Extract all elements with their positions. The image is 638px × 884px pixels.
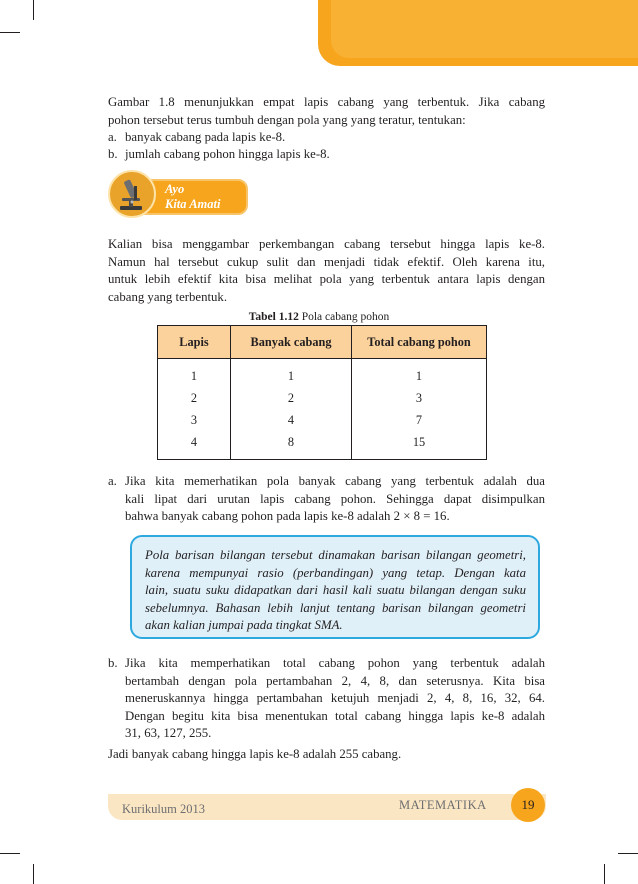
note-line: lain, suatu suku didapatkan dari hasil kali suatu bilangan dengan suku bbox=[145, 583, 526, 597]
list-marker: a. bbox=[108, 474, 117, 488]
point-b bbox=[108, 655, 545, 745]
table-header: Lapis bbox=[158, 326, 231, 359]
paragraph-line: Kalian bisa menggambar perkembangan cabang tersebut hingga lapis ke-8. bbox=[108, 237, 545, 251]
microscope-icon bbox=[110, 172, 154, 216]
note-line: karena mempunyai rasio (perbandingan) yang tetap. Dengan kata bbox=[145, 565, 526, 580]
point-b-text bbox=[125, 655, 545, 743]
caption-label: Tabel 1.12 bbox=[248, 311, 299, 323]
table-cell: 8 bbox=[231, 431, 352, 460]
crop-mark bbox=[618, 853, 638, 854]
paragraph-line: cabang yang terbentuk. bbox=[108, 289, 228, 304]
point-line: meneruskannya hingga pertambahan ketujuh menjadi 2, 4, 8, 16, 32, 64. bbox=[125, 691, 545, 705]
intro-item-b bbox=[108, 146, 545, 164]
point-line: kali lipat dari urutan lapis cabang pohon. Sehingga dapat disimpulkan bbox=[125, 491, 545, 506]
note-line: akan kalian jumpai pada tingkat SMA. bbox=[145, 618, 343, 632]
crop-mark bbox=[0, 853, 20, 854]
table-row bbox=[158, 409, 487, 431]
crop-mark bbox=[33, 0, 34, 20]
table-cell: 4 bbox=[231, 409, 352, 431]
table-row bbox=[158, 387, 487, 409]
badge-circle bbox=[108, 170, 156, 218]
list-text: jumlah cabang pohon hingga lapis ke-8. bbox=[125, 147, 330, 161]
table-cell: 3 bbox=[415, 390, 423, 405]
paragraph-line: Namun hal tersebut cukup sulit dan menjadi tidak efektif. Oleh karena itu, bbox=[108, 254, 545, 269]
badge-text bbox=[165, 182, 220, 212]
table-cell: 1 bbox=[231, 359, 352, 388]
table-cell: 7 bbox=[415, 412, 423, 427]
table-header: Total cabang pohon bbox=[352, 326, 487, 359]
list-marker: b. bbox=[108, 656, 118, 670]
pattern-table bbox=[157, 325, 487, 460]
footer-curriculum: Kurikulum 2013 bbox=[122, 802, 205, 816]
table-cell: 1 bbox=[415, 368, 423, 383]
note-box bbox=[130, 535, 540, 639]
intro-line: Gambar 1.8 menunjukkan empat lapis cabang yang terbentuk. Jika cabang bbox=[108, 95, 545, 109]
table-caption bbox=[0, 311, 638, 323]
table-cell: 3 bbox=[158, 409, 231, 431]
point-a bbox=[108, 473, 545, 527]
point-line: bertambah dengan pola pertambahan 2, 4, 8, dan seterusnya. Kita bisa bbox=[125, 673, 545, 688]
crop-mark bbox=[33, 864, 34, 884]
table-row bbox=[158, 359, 487, 388]
table-cell: 2 bbox=[231, 387, 352, 409]
point-a-text bbox=[125, 473, 545, 526]
header-tab-inner bbox=[331, 0, 638, 58]
paragraph-line: untuk lebih efektif kita bisa melihat pola yang terbentuk antara lapis dengan bbox=[108, 272, 545, 286]
conclusion bbox=[108, 746, 545, 764]
point-line: 31, 63, 127, 255. bbox=[125, 726, 212, 740]
list-marker: b. bbox=[108, 147, 118, 161]
conclusion-text: Jadi banyak cabang hingga lapis ke-8 adalah 255 cabang. bbox=[108, 747, 402, 761]
table-header: Banyak cabang bbox=[231, 326, 352, 359]
point-line: Dengan begitu kita bisa menentukan total cabang hingga lapis ke-8 adalah bbox=[125, 708, 545, 723]
crop-mark bbox=[604, 864, 605, 884]
table-header-row bbox=[158, 326, 487, 359]
table-cell: 2 bbox=[158, 387, 231, 409]
paragraph-2 bbox=[108, 236, 545, 306]
intro-item-a bbox=[108, 129, 545, 147]
table-cell: 1 bbox=[158, 359, 231, 388]
point-line: Jika kita memperhatikan total cabang pohon yang terbentuk adalah bbox=[125, 656, 545, 670]
point-line: bahwa banyak cabang pohon pada lapis ke-8 adalah 2 × 8 = 16. bbox=[125, 509, 450, 523]
crop-mark bbox=[0, 32, 20, 33]
caption-title: Pola cabang pohon bbox=[301, 311, 390, 323]
table-cell: 15 bbox=[412, 434, 426, 449]
footer-subject: MATEMATIKA bbox=[399, 798, 487, 812]
list-marker: a. bbox=[108, 130, 117, 144]
intro-line: pohon tersebut terus tumbuh dengan pola yang yang teratur, tentukan: bbox=[108, 112, 466, 127]
point-line: Jika kita memerhatikan pola banyak cabang yang terbentuk adalah dua bbox=[125, 474, 545, 488]
list-text: banyak cabang pada lapis ke-8. bbox=[125, 130, 286, 144]
table-row bbox=[158, 431, 487, 460]
note-line: Pola barisan bilangan tersebut dinamakan barisan bilangan geometri, bbox=[145, 548, 526, 562]
table-cell: 4 bbox=[158, 431, 231, 460]
note-line: sebelumnya. Bahasan lebih lanjut tentang barisan bilangan geometri bbox=[145, 600, 526, 615]
badge-line1: Ayo bbox=[165, 182, 185, 196]
badge-line2: Kita Amati bbox=[165, 197, 221, 211]
ayo-kita-amati-badge bbox=[108, 170, 246, 218]
note-text bbox=[145, 547, 526, 635]
page-number: 19 bbox=[521, 797, 535, 812]
intro-paragraph bbox=[108, 94, 545, 129]
